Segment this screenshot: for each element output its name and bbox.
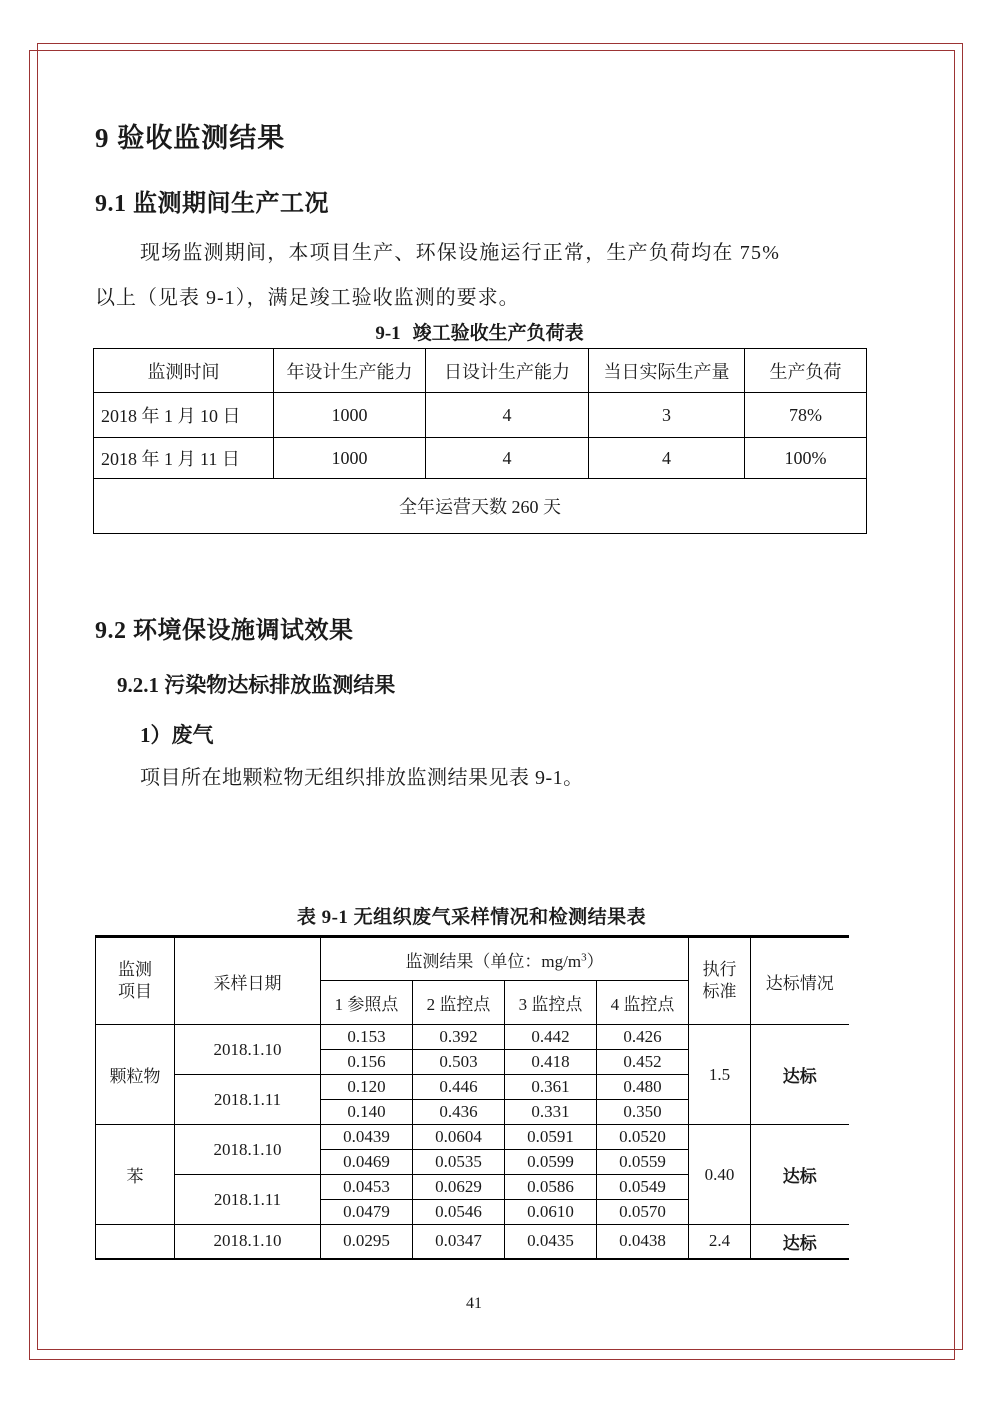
- paragraph-production-line2: 以上（见表 9-1），满足竣工验收监测的要求。: [95, 287, 520, 309]
- table2-date: 2018.1.11: [175, 1075, 321, 1125]
- table2-value: 0.0535: [413, 1150, 505, 1175]
- table2-item-last: [96, 1225, 175, 1259]
- table2-value: 0.0453: [321, 1175, 413, 1200]
- subsection-waste-gas: 1）废气: [140, 723, 214, 747]
- table2-title: 表 9-1 无组织废气采样情况和检测结果表: [296, 907, 647, 928]
- table2-value: 0.0610: [505, 1200, 597, 1225]
- table-row: [94, 393, 867, 438]
- chapter-heading: 9 验收监测结果: [95, 123, 286, 153]
- section-heading-9-2: 9.2 环境保设施调试效果: [95, 618, 354, 644]
- paragraph-production-line1: 现场监测期间，本项目生产、环保设施运行正常，生产负荷均在 75%: [140, 242, 781, 264]
- table-row: [96, 1225, 849, 1259]
- table2-value: 0.480: [597, 1075, 689, 1100]
- table2-value: 0.426: [597, 1025, 689, 1050]
- table-row: [94, 479, 867, 534]
- table2-value: 0.0435: [505, 1225, 597, 1259]
- table2-header-results-unit: [321, 937, 689, 981]
- table1-title: [93, 318, 866, 345]
- table2-value: 0.0599: [505, 1150, 597, 1175]
- table2-value: 0.436: [413, 1100, 505, 1125]
- table2-value: 0.503: [413, 1050, 505, 1075]
- table-row: [96, 1125, 849, 1150]
- table1-row2-load: 100%: [745, 438, 867, 479]
- table2-value: 0.446: [413, 1075, 505, 1100]
- section-heading-9-2-1: 9.2.1 污染物达标排放监测结果: [117, 673, 396, 697]
- table2-status-particulate: 达标: [751, 1025, 849, 1125]
- table2-value: 0.0586: [505, 1175, 597, 1200]
- table2-header-status: 达标情况: [751, 937, 849, 1025]
- table2-value: 0.442: [505, 1025, 597, 1050]
- table2-value: 0.0295: [321, 1225, 413, 1259]
- table2-value: 0.156: [321, 1050, 413, 1075]
- table1-row2-actual: 4: [589, 438, 745, 479]
- table2-header-item: [96, 937, 175, 1025]
- table2-value: 0.0438: [597, 1225, 689, 1259]
- table2-value: 0.0629: [413, 1175, 505, 1200]
- table2-value: 0.350: [597, 1100, 689, 1125]
- table2-value: 0.0591: [505, 1125, 597, 1150]
- table2-value: 0.361: [505, 1075, 597, 1100]
- table1-header-annual-capacity: 年设计生产能力: [274, 349, 426, 393]
- table1-row1-date: 2018 年 1 月 10 日: [94, 393, 274, 438]
- paragraph-waste-gas: 项目所在地颗粒物无组织排放监测结果见表 9-1。: [140, 767, 584, 789]
- table2-value: 0.0347: [413, 1225, 505, 1259]
- table2-date: 2018.1.10: [175, 1225, 321, 1259]
- table-row: [96, 1025, 849, 1050]
- table2-date: 2018.1.10: [175, 1025, 321, 1075]
- table2-header-date: 采样日期: [175, 937, 321, 1025]
- table2-value: 0.418: [505, 1050, 597, 1075]
- emission-results-table: [95, 935, 849, 1260]
- table2-date: 2018.1.10: [175, 1125, 321, 1175]
- table1-header-time: 监测时间: [94, 349, 274, 393]
- table2-header-standard: [689, 937, 751, 1025]
- table-row: [94, 438, 867, 479]
- table1-row1-daily: 4: [426, 393, 589, 438]
- table2-header-results-prefix: 监测结果（单位：mg/m: [405, 951, 582, 971]
- table2-date: 2018.1.11: [175, 1175, 321, 1225]
- table2-value: 0.0570: [597, 1200, 689, 1225]
- table2-item-benzene: 苯: [96, 1125, 175, 1225]
- table2-header-point2: 2 监控点: [413, 981, 505, 1025]
- table2-standard-particulate: 1.5: [689, 1025, 751, 1125]
- table2-status-last: 达标: [751, 1225, 849, 1259]
- table2-value: 0.153: [321, 1025, 413, 1050]
- table2-value: 0.0469: [321, 1150, 413, 1175]
- table2-value: 0.0439: [321, 1125, 413, 1150]
- table2-value: 0.120: [321, 1075, 413, 1100]
- table2-value: 0.331: [505, 1100, 597, 1125]
- table1-title-text: 竣工验收生产负荷表: [412, 323, 584, 344]
- table2-value: 0.0546: [413, 1200, 505, 1225]
- table1-row1-actual: 3: [589, 393, 745, 438]
- table2-header-standard-line1: 执行: [702, 959, 737, 979]
- table2-value: 0.0559: [597, 1150, 689, 1175]
- table1-header-load: 生产负荷: [745, 349, 867, 393]
- table2-value: 0.0520: [597, 1125, 689, 1150]
- table1-row1-annual: 1000: [274, 393, 426, 438]
- table2-item-particulate: 颗粒物: [96, 1025, 175, 1125]
- table2-value: 0.0604: [413, 1125, 505, 1150]
- table2-header-standard-line2: 标准: [702, 982, 737, 1001]
- table1-row2-date: 2018 年 1 月 11 日: [94, 438, 274, 479]
- production-load-table: [93, 348, 867, 534]
- table1-row2-daily: 4: [426, 438, 589, 479]
- table1-footer-operating-days: 全年运营天数 260 天: [94, 479, 867, 534]
- table2-header-results-suffix: ）: [586, 951, 604, 971]
- table2-header-item-line1: 监测: [118, 959, 152, 979]
- table2-header-point4: 4 监控点: [597, 981, 689, 1025]
- table2-value: 0.0549: [597, 1175, 689, 1200]
- table2-header-results-sup: 3: [581, 950, 587, 963]
- table1-row1-load: 78%: [745, 393, 867, 438]
- table2-standard-benzene: 0.40: [689, 1125, 751, 1225]
- section-heading-9-1: 9.1 监测期间生产工况: [95, 191, 329, 217]
- table2-value: 0.140: [321, 1100, 413, 1125]
- table2-header-item-line2: 项目: [118, 982, 152, 1001]
- page-number: 41: [466, 1295, 482, 1312]
- table1-row2-annual: 1000: [274, 438, 426, 479]
- table1-title-number: 9-1: [375, 323, 401, 344]
- table2-status-benzene: 达标: [751, 1125, 849, 1225]
- table1-header-daily-capacity: 日设计生产能力: [426, 349, 589, 393]
- table1-header-actual-output: 当日实际生产量: [589, 349, 745, 393]
- table2-standard-last: 2.4: [689, 1225, 751, 1259]
- table2-header-point3: 3 监控点: [505, 981, 597, 1025]
- table2-value: 0.0479: [321, 1200, 413, 1225]
- table2-value: 0.392: [413, 1025, 505, 1050]
- table2-header-point1: 1 参照点: [321, 981, 413, 1025]
- table2-value: 0.452: [597, 1050, 689, 1075]
